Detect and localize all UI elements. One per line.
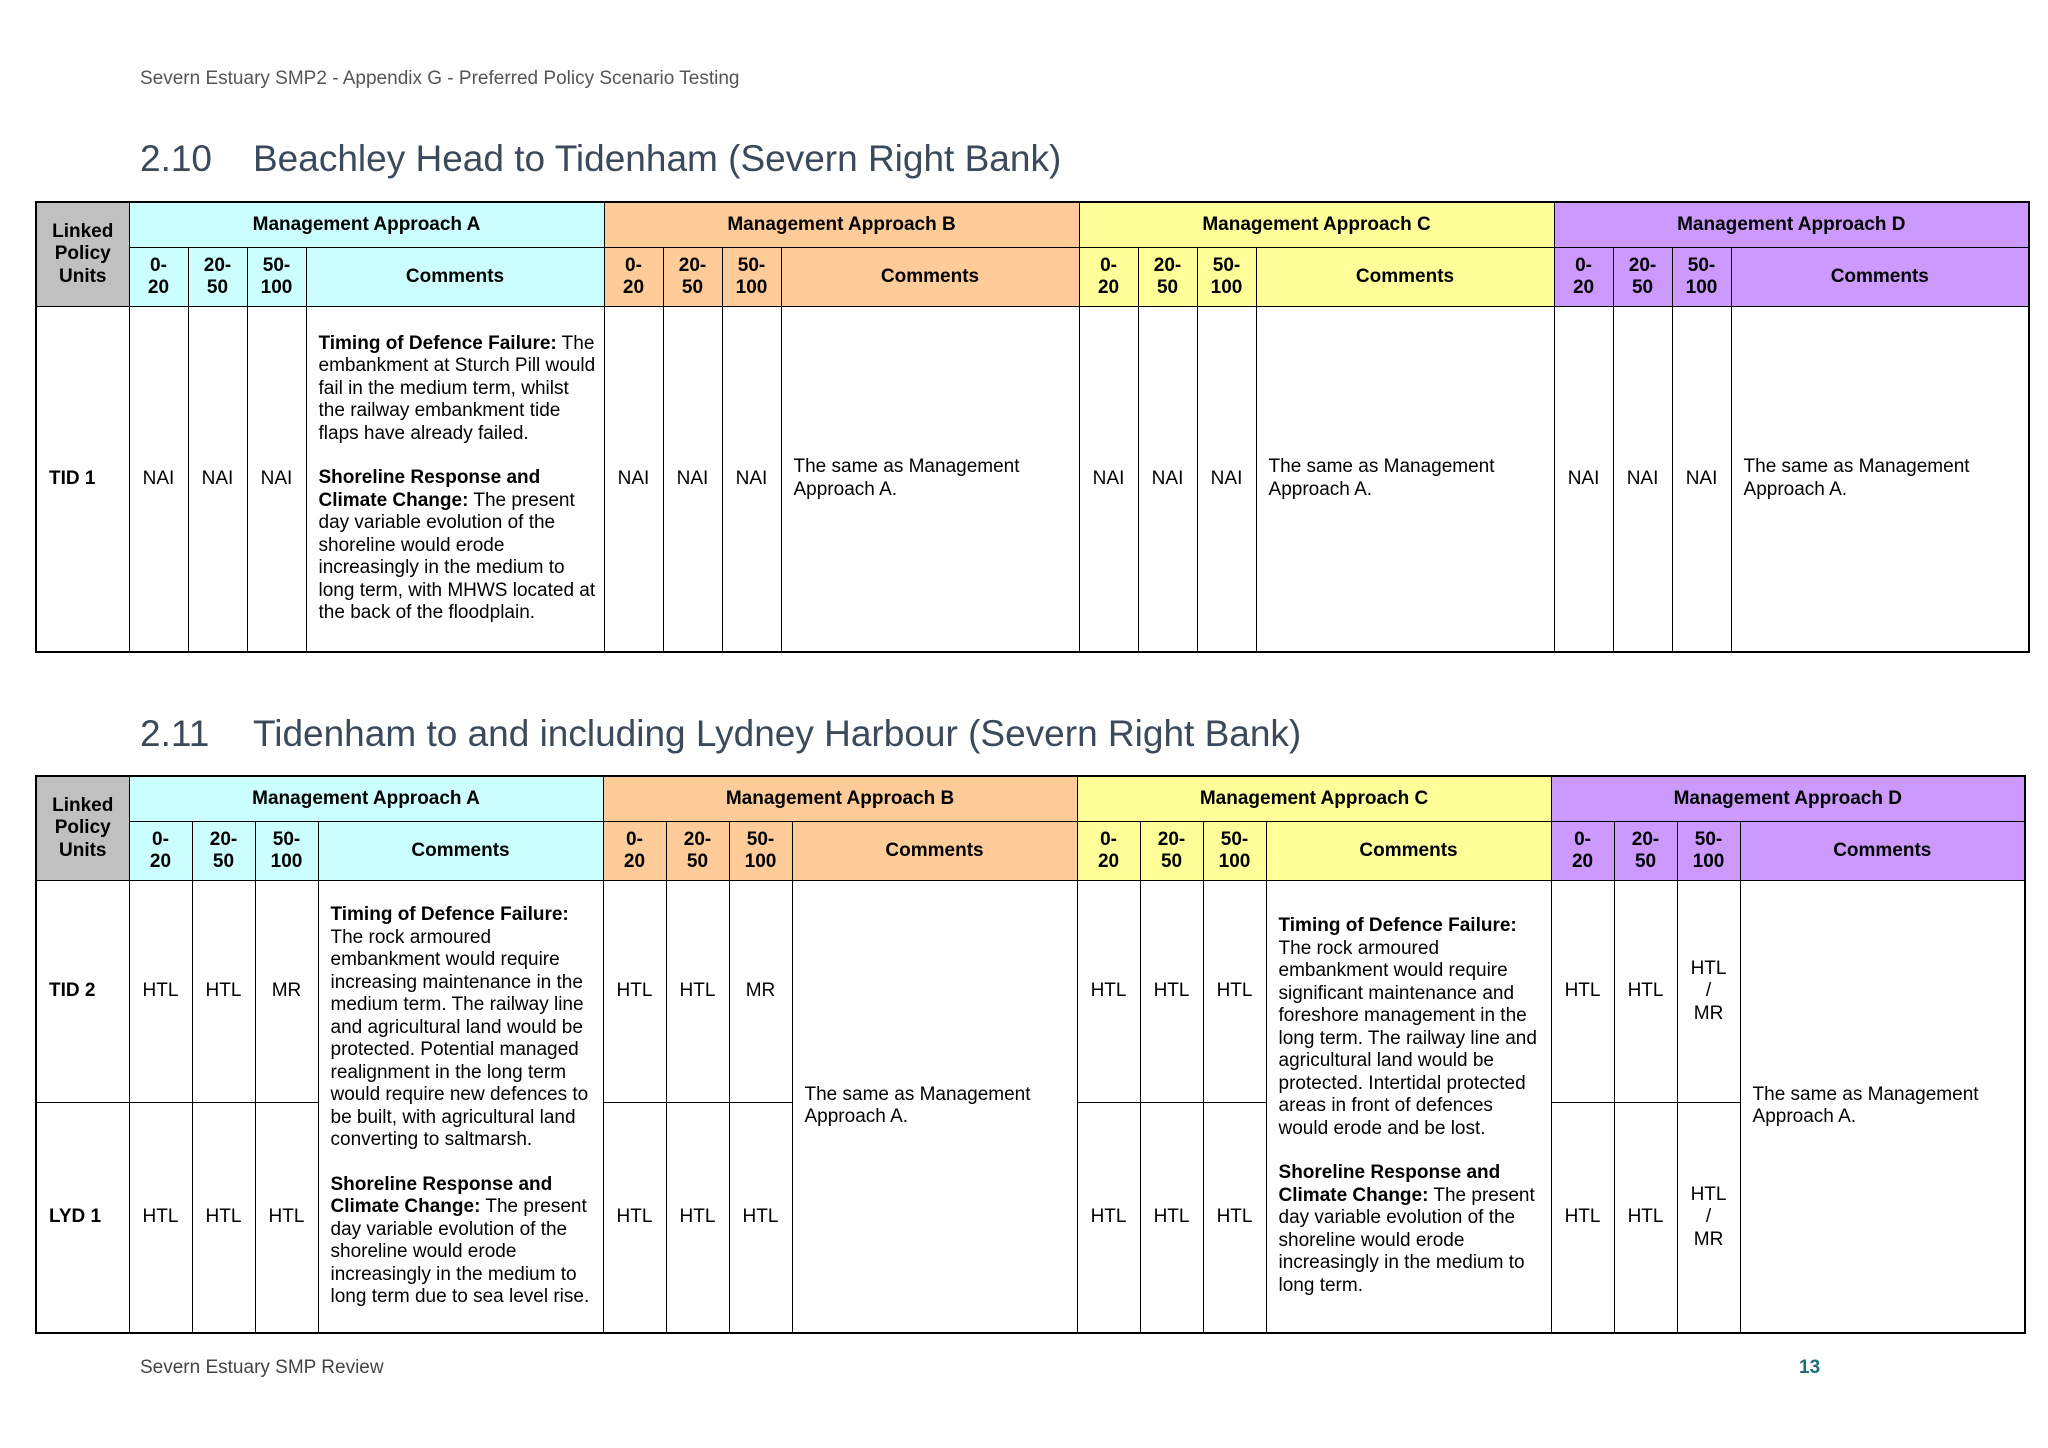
- policy-value-cell: NAI: [604, 307, 663, 652]
- epoch-header: 0- 20: [1079, 248, 1138, 307]
- comment-paragraph: Shoreline Response and Climate Change: The present day variable evolution of the shoreline would erode increasingly in the medium to long term, with MHWS located at the back of the floodplain.: [318, 467, 596, 624]
- policy-value-cell: HTL: [729, 1103, 792, 1333]
- epoch-header: 0- 20: [129, 822, 192, 881]
- policy-value-cell: NAI: [1554, 307, 1613, 652]
- policy-unit-cell: TID 1: [36, 307, 129, 652]
- epoch-header: 50- 100: [722, 248, 781, 307]
- epoch-header: 20- 50: [666, 822, 729, 881]
- policy-value-cell: NAI: [722, 307, 781, 652]
- footer-title: Severn Estuary SMP Review: [140, 1357, 384, 1378]
- policy-value-cell: NAI: [247, 307, 306, 652]
- policy-value-cell: HTL: [129, 881, 192, 1103]
- epoch-header: 0- 20: [1551, 822, 1614, 881]
- policy-value-cell: HTL: [666, 881, 729, 1103]
- epoch-header: 20- 50: [1613, 248, 1672, 307]
- policy-table-2-10: [35, 201, 2030, 653]
- linked-policy-units-header: Linked Policy Units: [36, 202, 129, 307]
- comment-cell-b: The same as Management Approach A.: [792, 881, 1077, 1333]
- management-approach-b-header: Management Approach B: [603, 776, 1077, 822]
- comment-heading: Shoreline Response and Climate Change:: [318, 467, 541, 511]
- comment-cell-a: [306, 307, 604, 652]
- policy-value-cell: HTL / MR: [1677, 1103, 1740, 1333]
- policy-value-cell: HTL: [1614, 881, 1677, 1103]
- management-approach-a-header: Management Approach A: [129, 776, 603, 822]
- policy-value-cell: HTL: [255, 1103, 318, 1333]
- management-approach-c-header: Management Approach C: [1077, 776, 1551, 822]
- policy-value-cell: NAI: [1613, 307, 1672, 652]
- comments-header: Comments: [1740, 822, 2025, 881]
- epoch-header: 20- 50: [1138, 248, 1197, 307]
- epoch-header: 20- 50: [1140, 822, 1203, 881]
- policy-unit-cell: TID 2: [36, 881, 129, 1103]
- epoch-header: 50- 100: [247, 248, 306, 307]
- policy-value-cell: HTL: [1203, 881, 1266, 1103]
- policy-value-cell: HTL / MR: [1677, 881, 1740, 1103]
- policy-value-cell: HTL: [603, 1103, 666, 1333]
- policy-value-cell: HTL: [1203, 1103, 1266, 1333]
- policy-unit-cell: LYD 1: [36, 1103, 129, 1333]
- comments-header: Comments: [1256, 248, 1554, 307]
- management-approach-d-header: Management Approach D: [1554, 202, 2029, 248]
- epoch-header: 0- 20: [1554, 248, 1613, 307]
- comment-paragraph: Shoreline Response and Climate Change: The present day variable evolution of the shoreline would erode increasingly in the medium to long term due to sea level rise.: [330, 1173, 590, 1307]
- running-header: Severn Estuary SMP2 - Appendix G - Preferred Policy Scenario Testing: [140, 68, 740, 89]
- policy-value-cell: HTL: [192, 881, 255, 1103]
- epoch-header: 0- 20: [129, 248, 188, 307]
- epoch-header: 50- 100: [1677, 822, 1740, 881]
- comment-cell-a: [318, 881, 603, 1333]
- comments-header: Comments: [781, 248, 1079, 307]
- epoch-header: 50- 100: [729, 822, 792, 881]
- policy-value-cell: HTL: [1551, 881, 1614, 1103]
- section-heading: Beachley Head to Tidenham (Severn Right Bank): [253, 138, 1062, 179]
- comment-paragraph: Timing of Defence Failure: The embankment at Sturch Pill would fail in the medium term, whilst the railway embankment tide flaps have already failed.: [318, 332, 596, 444]
- comment-heading: Timing of Defence Failure:: [318, 332, 557, 354]
- policy-value-cell: HTL: [129, 1103, 192, 1333]
- epoch-header: 20- 50: [663, 248, 722, 307]
- comments-header: Comments: [306, 248, 604, 307]
- comments-header: Comments: [1731, 248, 2029, 307]
- epoch-header: 20- 50: [192, 822, 255, 881]
- epoch-header: 20- 50: [1614, 822, 1677, 881]
- epoch-header: 50- 100: [1203, 822, 1266, 881]
- section-number: 2.11: [140, 713, 210, 754]
- comment-heading: Timing of Defence Failure:: [1278, 915, 1517, 937]
- epoch-header: 0- 20: [1077, 822, 1140, 881]
- comment-cell-c: [1266, 881, 1551, 1333]
- policy-value-cell: NAI: [129, 307, 188, 652]
- comment-cell-d: The same as Management Approach A.: [1740, 881, 2025, 1333]
- epoch-header: 50- 100: [1197, 248, 1256, 307]
- policy-value-cell: HTL: [1140, 1103, 1203, 1333]
- comments-header: Comments: [318, 822, 603, 881]
- table-row: [36, 307, 2029, 652]
- comment-heading: Timing of Defence Failure:: [330, 904, 569, 925]
- policy-value-cell: HTL: [1551, 1103, 1614, 1333]
- management-approach-b-header: Management Approach B: [604, 202, 1079, 248]
- policy-value-cell: NAI: [1138, 307, 1197, 652]
- policy-value-cell: HTL: [603, 881, 666, 1103]
- policy-value-cell: NAI: [1672, 307, 1731, 652]
- policy-value-cell: HTL: [1077, 1103, 1140, 1333]
- policy-value-cell: NAI: [663, 307, 722, 652]
- epoch-header: 0- 20: [604, 248, 663, 307]
- section-title-2-11: [140, 713, 1301, 755]
- epoch-header: 50- 100: [255, 822, 318, 881]
- comment-heading: Shoreline Response and Climate Change:: [1278, 1162, 1501, 1206]
- epoch-header: 0- 20: [603, 822, 666, 881]
- policy-value-cell: NAI: [1079, 307, 1138, 652]
- epoch-header: 20- 50: [188, 248, 247, 307]
- section-number: 2.10: [140, 138, 213, 179]
- policy-table-2-11: [35, 775, 2026, 1334]
- policy-value-cell: MR: [255, 881, 318, 1103]
- comment-heading: Shoreline Response and Climate Change:: [330, 1173, 553, 1217]
- table-row: [36, 881, 2025, 1103]
- policy-value-cell: MR: [729, 881, 792, 1103]
- section-title-2-10: [140, 138, 1061, 180]
- policy-value-cell: HTL: [1614, 1103, 1677, 1333]
- comment-paragraph: Shoreline Response and Climate Change: The present day variable evolution of the shoreline would erode increasingly in the medium to long term.: [1278, 1162, 1535, 1296]
- epoch-header: 50- 100: [1672, 248, 1731, 307]
- comment-cell-d: The same as Management Approach A.: [1731, 307, 2029, 652]
- comments-header: Comments: [1266, 822, 1551, 881]
- comment-cell-b: The same as Management Approach A.: [781, 307, 1079, 652]
- section-heading: Tidenham to and including Lydney Harbour (Severn Right Bank): [253, 713, 1302, 754]
- policy-value-cell: HTL: [666, 1103, 729, 1333]
- policy-value-cell: HTL: [1140, 881, 1203, 1103]
- policy-value-cell: HTL: [192, 1103, 255, 1333]
- linked-policy-units-header: Linked Policy Units: [36, 776, 129, 881]
- management-approach-d-header: Management Approach D: [1551, 776, 2025, 822]
- management-approach-a-header: Management Approach A: [129, 202, 604, 248]
- comments-header: Comments: [792, 822, 1077, 881]
- management-approach-c-header: Management Approach C: [1079, 202, 1554, 248]
- policy-value-cell: NAI: [188, 307, 247, 652]
- page-number: 13: [1799, 1357, 1821, 1378]
- comment-paragraph: Timing of Defence Failure: The rock armoured embankment would require significant maintenance and foreshore management in the long term. The railway line and agricultural land would be protected. Intertidal protected areas in front of defences would erode and be lost.: [1278, 915, 1537, 1139]
- policy-value-cell: NAI: [1197, 307, 1256, 652]
- comment-cell-c: The same as Management Approach A.: [1256, 307, 1554, 652]
- comment-paragraph: Timing of Defence Failure: The rock armoured embankment would require increasing maintenance in the medium term. The railway line and agricultural land would be protected. Potential managed realignment in the long term would require new defences to be built, with agricultural land converting to saltmarsh.: [330, 904, 589, 1150]
- policy-value-cell: HTL: [1077, 881, 1140, 1103]
